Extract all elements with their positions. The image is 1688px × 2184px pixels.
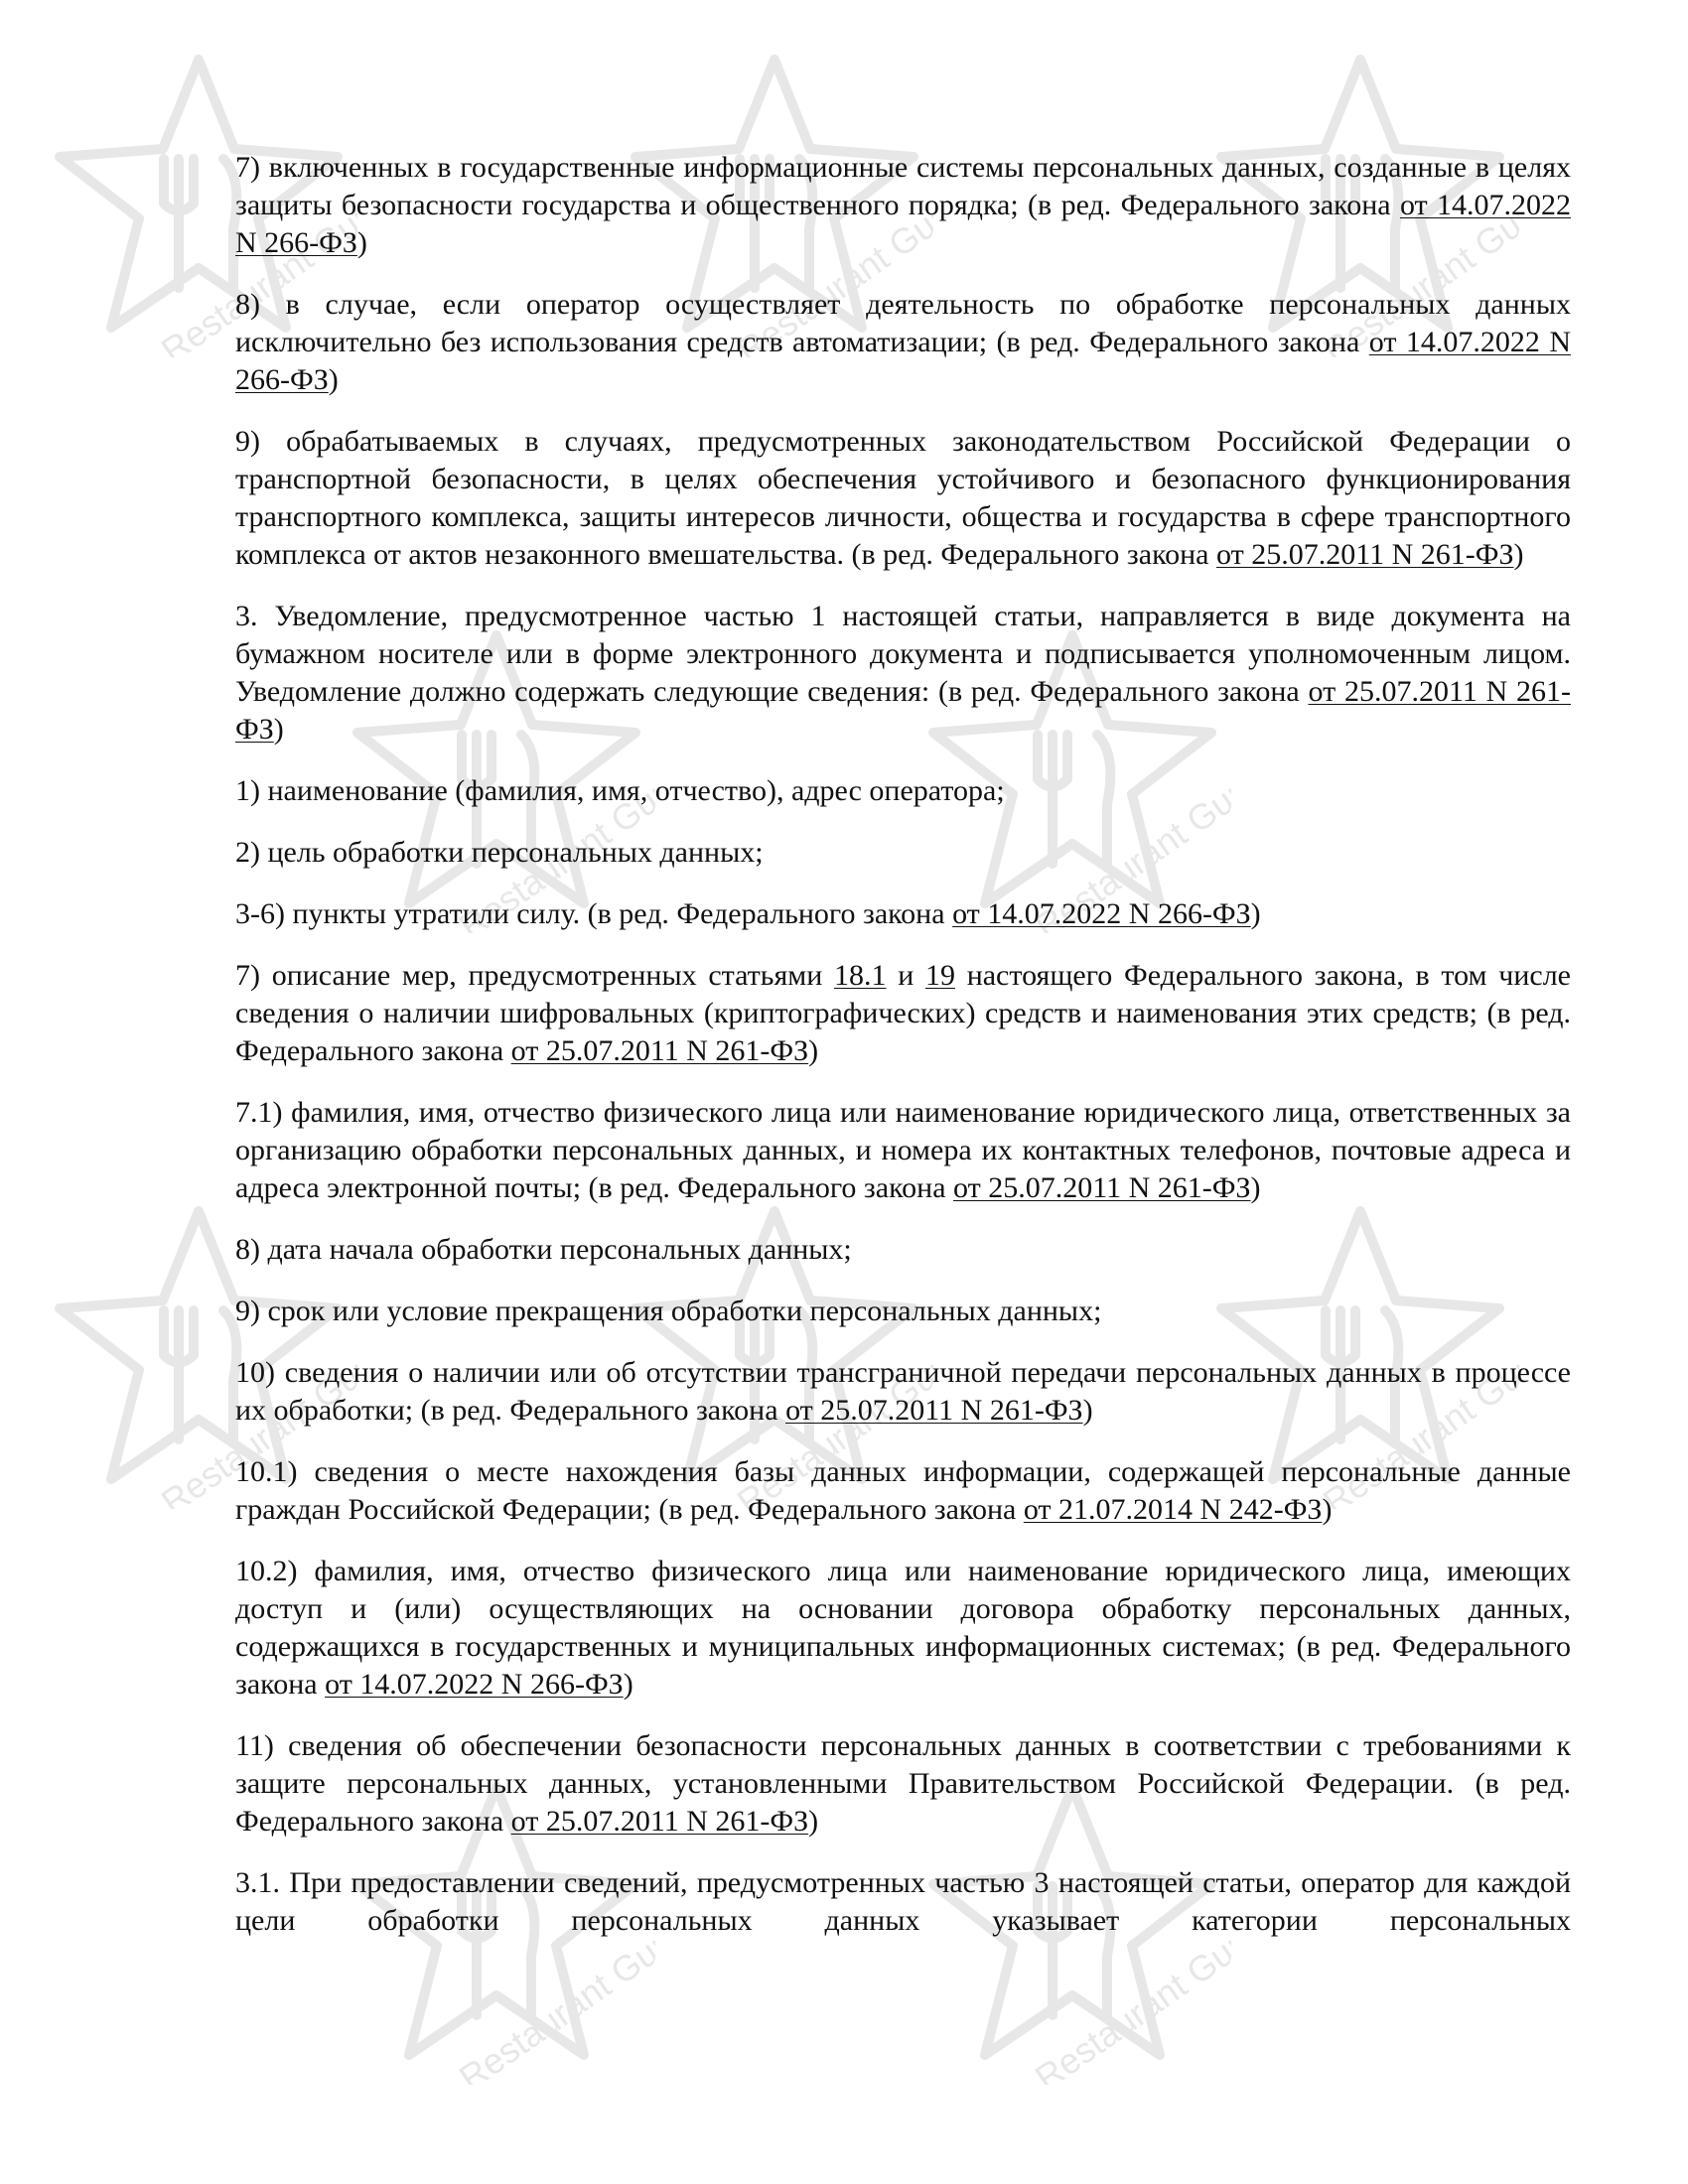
- paragraph-item-10: [235, 1354, 1571, 1430]
- paragraph-close: ): [356, 226, 367, 259]
- paragraph-item-11: [235, 1727, 1571, 1841]
- law-reference-link[interactable]: от 25.07.2011 N 261-ФЗ: [235, 675, 1571, 746]
- paragraph-text: 3.1. При предоставлении сведений, предусмотренных частью 3 настоящей статьи, оператор для каждой цели обработки персональных данных указывает категории персональных: [235, 1866, 1571, 1937]
- paragraph-close: ): [808, 1805, 819, 1838]
- paragraph-text: 7.1) фамилия, имя, отчество физического лица или наименование юридического лица, ответственных за организацию обработки персональных данных, и номера их контактных телефонов, почтовые адреса и адреса электронной почты; (в ред. Федерального закона: [235, 1096, 1571, 1204]
- paragraph-item-7: [235, 149, 1571, 262]
- law-reference-link[interactable]: от 14.07.2022 N 266-ФЗ: [325, 1668, 624, 1701]
- paragraph-item-3-6: [235, 895, 1571, 933]
- paragraph-close: ): [328, 363, 339, 396]
- watermark-text: Restaurant Guru: [1315, 186, 1519, 357]
- paragraph-item-7-measures: [235, 957, 1571, 1070]
- paragraph-close: ): [1082, 1394, 1093, 1427]
- watermark-text: Restaurant Guru: [1027, 761, 1231, 933]
- paragraph-text: 3. Уведомление, предусмотренное частью 1 настоящей статьи, направляется в виде документа на бумажном носителе или в форме электронного документа и подписывается уполномоченным лицом. Уведомление должно содержать следующие сведения: (в ред. Федерального закона: [235, 600, 1571, 708]
- paragraph-part-3: [235, 598, 1571, 749]
- paragraph-text: 2) цель обработки персональных данных;: [235, 836, 764, 869]
- paragraph-item-8: [235, 286, 1571, 399]
- paragraph-text: 10.1) сведения о месте нахождения базы данных информации, содержащей персональные данные граждан Российской Федерации; (в ред. Федерального закона: [235, 1455, 1571, 1526]
- paragraph-close: ): [808, 1034, 819, 1067]
- paragraph-text: 9) срок или условие прекращения обработки персональных данных;: [235, 1295, 1102, 1327]
- watermark-text: Restaurant Guru: [729, 1337, 933, 1509]
- paragraph-text: 1) наименование (фамилия, имя, отчество), адрес оператора;: [235, 774, 1005, 807]
- paragraph-part-3-1: [235, 1864, 1571, 1940]
- paragraph-text: 8) дата начала обработки персональных данных;: [235, 1233, 852, 1266]
- paragraph-close: ): [1250, 897, 1261, 930]
- paragraph-item-1: [235, 772, 1571, 810]
- law-reference-link[interactable]: от 25.07.2011 N 261-ФЗ: [953, 1171, 1251, 1204]
- law-reference-link[interactable]: от 25.07.2011 N 261-ФЗ: [785, 1394, 1083, 1427]
- law-reference-link[interactable]: от 14.07.2022 N 266-ФЗ: [952, 897, 1251, 930]
- law-reference-link[interactable]: от 25.07.2011 N 261-ФЗ: [510, 1034, 809, 1067]
- paragraph-text: 9) обрабатываемых в случаях, предусмотренных законодательством Российской Федерации о транспортной безопасности, в целях обеспечения устойчивого и безопасного функционирования транспортного комплекса, защиты интересов личности, общества и государства в сфере транспортного комплекса от актов незаконного вмешательства. (в ред. Федерального закона: [235, 425, 1571, 571]
- paragraph-text: 8) в случае, если оператор осуществляет деятельность по обработке персональных данных исключительно без использования средств автоматизации; (в ред. Федерального закона: [235, 288, 1571, 358]
- paragraph-item-2: [235, 834, 1571, 872]
- watermark-text: Restaurant Guru: [451, 761, 655, 933]
- law-reference-link[interactable]: от 25.07.2011 N 261-ФЗ: [510, 1805, 809, 1838]
- watermark-text: Restaurant Guru: [451, 1913, 655, 2085]
- paragraph-text: 11) сведения об обеспечении безопасности персональных данных в соответствии с требованиями к защите персональных данных, установленными Правительством Российской Федерации. (в ред. Федерального закона: [235, 1729, 1571, 1838]
- paragraph-text-continued: настоящего Федерального закона, в том числе сведения о наличии шифровальных (криптографических) средств и наименования этих средств; (в ред. Федерального закона: [235, 959, 1571, 1067]
- law-reference-link[interactable]: от 14.07.2022 N 266-ФЗ: [235, 189, 1572, 259]
- paragraph-close: ): [1322, 1493, 1333, 1526]
- law-reference-link[interactable]: от 21.07.2014 N 242-ФЗ: [1023, 1493, 1323, 1526]
- law-reference-link[interactable]: от 14.07.2022 N 266-ФЗ: [235, 326, 1571, 396]
- document-page: [235, 149, 1571, 1940]
- paragraph-text: 7) включенных в государственные информационные системы персональных данных, созданные в целях защиты безопасности государства и общественного порядка; (в ред. Федерального закона: [235, 151, 1571, 221]
- article-19-link[interactable]: 19: [924, 959, 955, 992]
- paragraph-close: ): [623, 1668, 633, 1701]
- paragraph-item-9-term: [235, 1293, 1571, 1330]
- paragraph-text: 7) описание мер, предусмотренных статьями: [235, 959, 835, 992]
- paragraph-item-7-1: [235, 1094, 1571, 1207]
- watermark-text: Restaurant Guru: [153, 186, 357, 357]
- watermark-text: Restaurant Guru: [1027, 1913, 1231, 2085]
- paragraph-text: 10) сведения о наличии или об отсутствии трансграничной передачи персональных данных в процессе их обработки; (в ред. Федерального закона: [235, 1356, 1571, 1427]
- paragraph-item-9: [235, 423, 1571, 574]
- paragraph-conjunction: и: [886, 959, 925, 992]
- watermark-text: Restaurant Guru: [729, 186, 933, 357]
- watermark-text: Restaurant Guru: [1315, 1337, 1519, 1509]
- article-18-1-link[interactable]: 18.1: [834, 959, 887, 992]
- paragraph-item-10-1: [235, 1453, 1571, 1529]
- law-reference-link[interactable]: от 25.07.2011 N 261-ФЗ: [1216, 538, 1514, 571]
- paragraph-item-8-start-date: [235, 1231, 1571, 1269]
- paragraph-text: 10.2) фамилия, имя, отчество физического лица или наименование юридического лица, имеющих доступ и (или) осуществляющих на основании договора обработку персональных данных, содержащихся в государственных и муниципальных информационных системах; (в ред. Федерального закона: [235, 1555, 1571, 1701]
- paragraph-text: 3-6) пункты утратили силу. (в ред. Федерального закона: [235, 897, 953, 930]
- paragraph-close: ): [1513, 538, 1524, 571]
- paragraph-item-10-2: [235, 1553, 1571, 1704]
- paragraph-close: ): [273, 713, 284, 746]
- watermark-text: Restaurant Guru: [153, 1337, 357, 1509]
- paragraph-close: ): [1250, 1171, 1261, 1204]
